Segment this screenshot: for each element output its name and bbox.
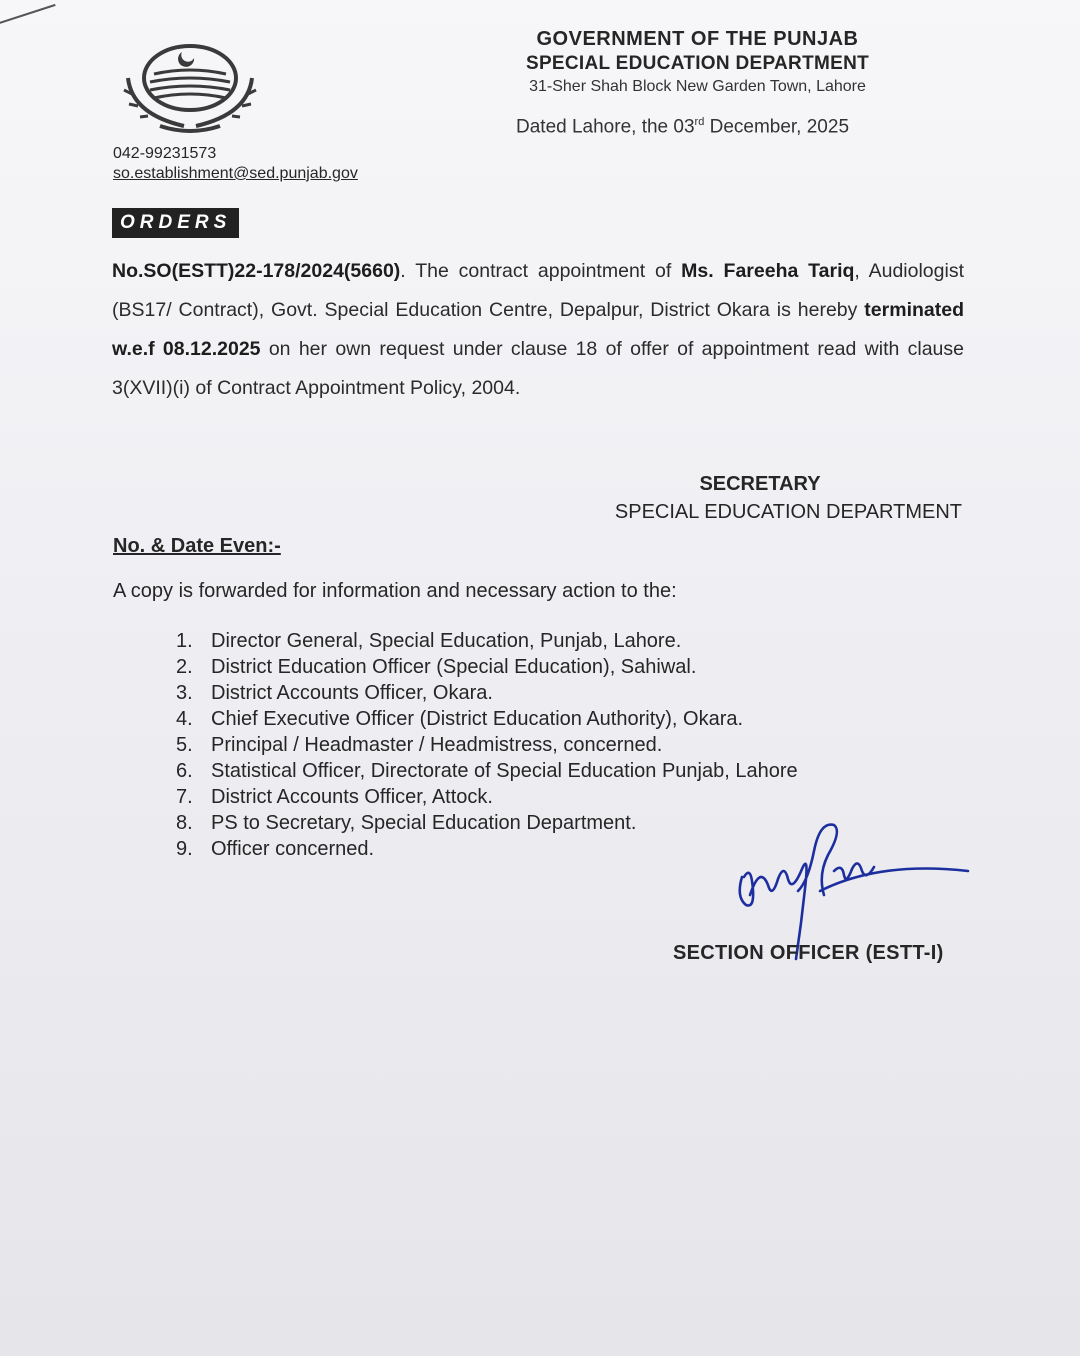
list-text: Statistical Officer, Directorate of Special Education Punjab, Lahore (211, 760, 798, 782)
page-corner-edge (0, 0, 56, 24)
list-item (176, 706, 798, 732)
list-number: 3. (176, 682, 193, 704)
department-title: SPECIAL EDUCATION DEPARTMENT (525, 53, 870, 74)
list-item (176, 758, 798, 784)
list-item (176, 680, 798, 706)
copy-recipient-list (176, 628, 798, 862)
list-text: District Education Officer (Special Education), Sahiwal. (211, 656, 697, 678)
list-text: Director General, Special Education, Punjab, Lahore. (211, 630, 682, 652)
list-text: Principal / Headmaster / Headmistress, concerned. (211, 734, 663, 756)
order-text-3: on her own request under clause 18 of offer of appointment read with clause 3(XVII)(i) of Contract Appointment Policy, 2004. (112, 338, 964, 399)
phone-number: 042-99231573 (113, 145, 217, 162)
date-rest: December, 2025 (704, 116, 850, 138)
list-text: PS to Secretary, Special Education Department. (211, 812, 637, 834)
list-item (176, 784, 798, 810)
list-item (176, 732, 798, 758)
list-item (176, 628, 798, 654)
list-number: 9. (176, 838, 193, 860)
list-text: Officer concerned. (211, 838, 375, 860)
orders-heading: ORDERS (112, 208, 239, 238)
list-number: 6. (176, 760, 193, 782)
email-address: so.establishment@sed.punjab.gov (113, 165, 358, 182)
punjab-emblem-icon (120, 38, 260, 138)
number-date-even: No. & Date Even:- (113, 535, 281, 557)
date-ordinal: rd (694, 116, 705, 128)
list-number: 5. (176, 734, 193, 756)
list-text: District Accounts Officer, Attock. (211, 786, 493, 808)
list-text: Chief Executive Officer (District Education Authority), Okara. (211, 708, 744, 730)
dated-line (516, 116, 849, 138)
secretary-title: SECRETARY (699, 473, 821, 495)
employee-name: Ms. Fareeha Tariq (681, 260, 855, 282)
list-number: 8. (176, 812, 193, 834)
list-item (176, 810, 798, 836)
list-number: 4. (176, 708, 193, 730)
forwarding-text: A copy is forwarded for information and necessary action to the: (113, 580, 677, 602)
list-number: 1. (176, 630, 193, 652)
order-paragraph (112, 252, 964, 408)
order-text-2: , Audiologist (BS17/ Contract), Govt. Special Education Centre, Depalpur, District Okara is hereby (112, 260, 964, 321)
date-prefix: Dated Lahore, the 03 (516, 116, 695, 138)
list-number: 2. (176, 656, 193, 678)
list-item (176, 654, 798, 680)
order-text-1: . The contract appointment of (400, 260, 682, 282)
letterhead (500, 26, 920, 98)
list-number: 7. (176, 786, 193, 808)
secretary-signature-block (560, 470, 970, 526)
termination-clause: terminated w.e.f 08.12.2025 (112, 299, 964, 360)
list-item (176, 836, 798, 862)
contact-block (113, 144, 358, 184)
section-officer-title: SECTION OFFICER (ESTT-I) (673, 942, 944, 964)
department-address: 31-Sher Shah Block New Garden Town, Lahore (529, 78, 866, 95)
list-text: District Accounts Officer, Okara. (211, 682, 493, 704)
government-title: GOVERNMENT OF THE PUNJAB (536, 28, 859, 50)
order-number: No.SO(ESTT)22-178/2024(5660) (112, 260, 401, 282)
secretary-department: SPECIAL EDUCATION DEPARTMENT (614, 501, 962, 523)
